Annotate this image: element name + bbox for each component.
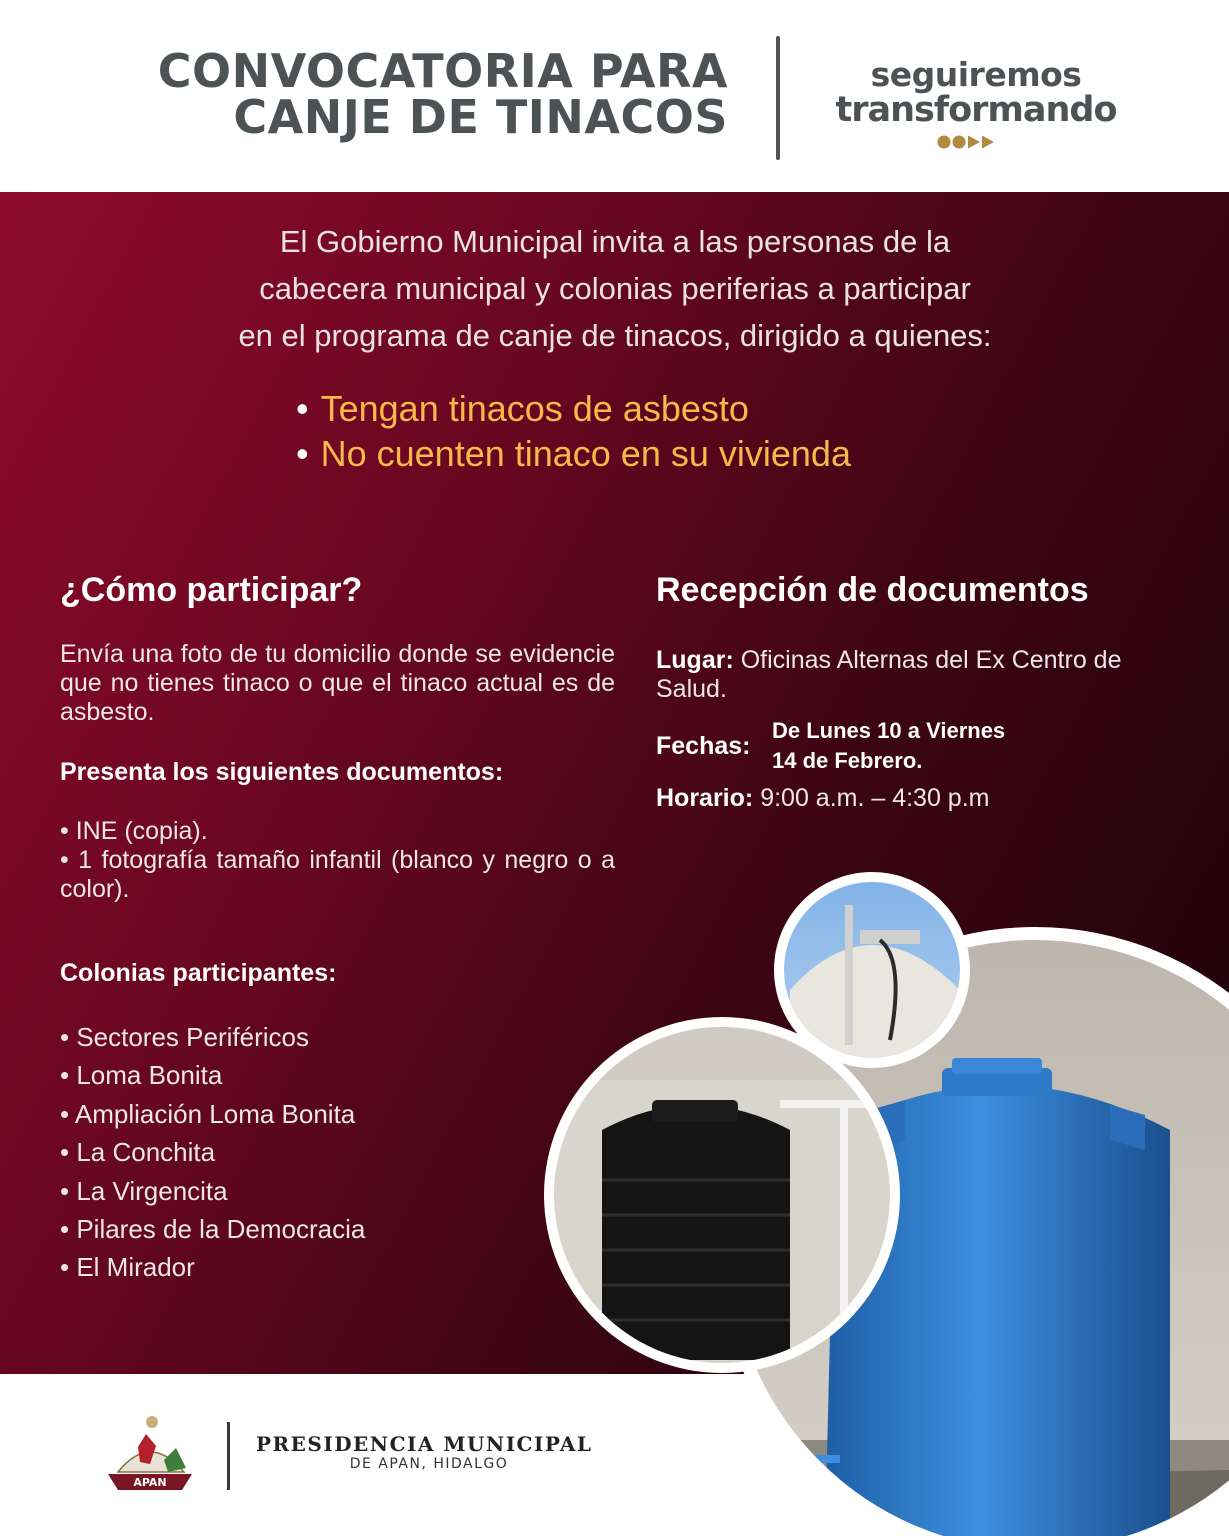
doc-item: • 1 fotografía tamaño infantil (blanco y negro o a color). bbox=[60, 846, 615, 903]
colonia-item: • Loma Bonita bbox=[60, 1060, 223, 1091]
requirement-item: • No cuenten tinaco en su vivienda bbox=[296, 433, 851, 474]
main-title-line1: CONVOCATORIA PARA bbox=[157, 44, 728, 98]
document-reception bbox=[656, 568, 1156, 813]
brand-dots-icon bbox=[936, 134, 1016, 150]
requirement-item: • Tengan tinacos de asbesto bbox=[296, 388, 749, 429]
how-text: Envía una foto de tu domicilio donde se evidencie que no tienes tinaco o que el tinaco actual es de asbesto. bbox=[60, 640, 615, 726]
colonias-heading: Colonias participantes: bbox=[60, 959, 337, 987]
main-title bbox=[60, 44, 728, 144]
requirements-list bbox=[296, 386, 996, 476]
main-title-line2: CANJE DE TINACOS bbox=[233, 90, 728, 144]
intro-line3: en el programa de canje de tinacos, dirigido a quienes: bbox=[238, 318, 992, 353]
fechas-line2: 14 de Febrero. bbox=[772, 748, 923, 773]
intro-text bbox=[80, 218, 1150, 359]
apan-logo bbox=[98, 1412, 202, 1502]
lugar-label: Lugar: bbox=[656, 646, 734, 674]
brand-line1: seguiremos bbox=[870, 55, 1082, 94]
colonia-item: • El Mirador bbox=[60, 1252, 195, 1283]
presidencia-subtitle: DE APAN, HIDALGO bbox=[349, 1456, 509, 1472]
docs-heading: Presenta los siguientes documentos: bbox=[60, 758, 504, 786]
horario-label: Horario: bbox=[656, 784, 754, 812]
footer-divider bbox=[227, 1422, 230, 1490]
reception-heading: Recepción de documentos bbox=[656, 571, 1089, 609]
presidencia-title: PRESIDENCIA MUNICIPAL bbox=[256, 1432, 593, 1456]
how-to-participate bbox=[60, 568, 615, 1287]
colonia-item: • Ampliación Loma Bonita bbox=[60, 1098, 356, 1129]
header bbox=[0, 0, 1229, 192]
colonia-item: • Pilares de la Democracia bbox=[60, 1214, 366, 1245]
horario-value: 9:00 a.m. – 4:30 p.m bbox=[760, 784, 990, 812]
fechas-line1: De Lunes 10 a Viernes bbox=[772, 718, 1006, 743]
header-divider bbox=[776, 36, 780, 160]
intro-line2: cabecera municipal y colonias periferias a participar bbox=[259, 271, 971, 306]
how-heading: ¿Cómo participar? bbox=[60, 571, 363, 609]
lugar-row bbox=[656, 646, 1156, 704]
colonia-item: • La Conchita bbox=[60, 1137, 216, 1168]
doc-item: • INE (copia). bbox=[60, 817, 208, 845]
intro-line1: El Gobierno Municipal invita a las personas de la bbox=[279, 224, 951, 259]
brand-slogan bbox=[830, 55, 1122, 130]
colonia-item: • Sectores Periféricos bbox=[60, 1022, 309, 1052]
colonia-item: • La Virgencita bbox=[60, 1175, 228, 1206]
lugar-value: Oficinas Alternas del Ex Centro de Salud. bbox=[656, 646, 1122, 703]
brand-line2: transformando bbox=[835, 90, 1117, 130]
fechas-value bbox=[772, 716, 1005, 776]
colonias-list bbox=[60, 1018, 615, 1287]
fechas-label: Fechas: bbox=[656, 732, 751, 760]
apan-logo-text: APAN bbox=[133, 1476, 167, 1489]
docs-list bbox=[60, 817, 615, 904]
horario-row bbox=[656, 784, 1156, 813]
fechas-row bbox=[656, 716, 1156, 778]
